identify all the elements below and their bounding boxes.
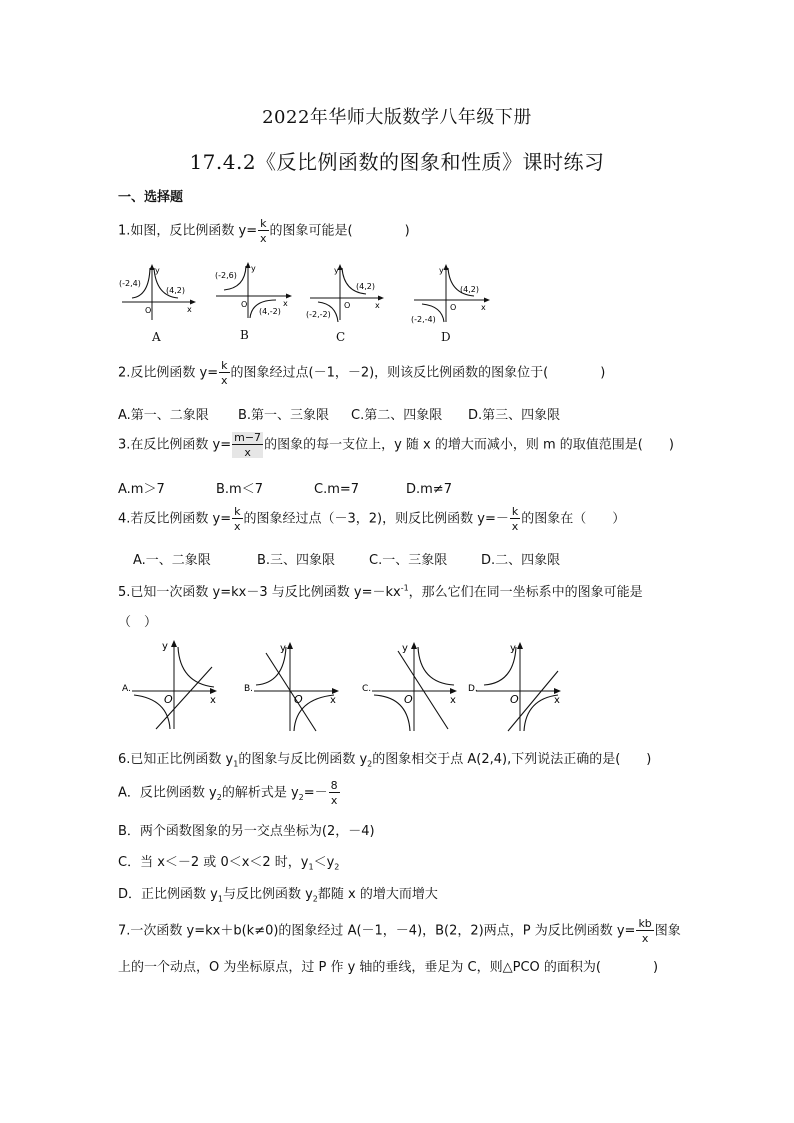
q3-option-c[interactable]: C.m=7 (314, 482, 360, 497)
svg-text:(4,2): (4,2) (460, 285, 479, 294)
q1-graph-a (118, 262, 198, 324)
fraction: $\frac{kb}{x}$ (638, 917, 652, 945)
q2-option-c[interactable]: C.第二、四象限 (351, 408, 443, 423)
svg-text:x: x (481, 303, 486, 312)
q2-option-b[interactable]: B.第一、三象限 (238, 408, 330, 423)
svg-text:x: x (187, 305, 192, 314)
svg-text:C.: C. (362, 684, 372, 694)
page-title: 2022年华师大版数学八年级下册 (262, 107, 532, 128)
svg-text:(-2,4): (-2,4) (119, 279, 141, 288)
svg-text:O: O (241, 300, 248, 309)
svg-text:(4,2): (4,2) (356, 282, 375, 291)
svg-text:x: x (450, 695, 456, 706)
question-4-options (133, 549, 560, 568)
lesson-subtitle: 17.4.2《反比例函数的图象和性质》课时练习 (189, 150, 605, 174)
svg-text:O: O (510, 693, 519, 706)
q5-graph-b (240, 639, 344, 735)
svg-text:O: O (145, 306, 152, 315)
svg-text:O: O (344, 301, 351, 310)
svg-text:O: O (450, 303, 457, 312)
svg-text:x: x (330, 695, 336, 706)
svg-text:B.: B. (244, 684, 254, 694)
svg-text:D.: D. (468, 684, 478, 694)
svg-text:(-2,6): (-2,6) (215, 271, 237, 280)
q4-option-b[interactable]: B.三、四象限 (257, 553, 336, 568)
question-1: 1.如图，反比例函数 y= $\frac{k}{x}$ 的图象可能是( ) (118, 217, 410, 245)
q4-option-d[interactable]: D.二、四象限 (481, 553, 561, 568)
q4-option-a[interactable]: A.一、二象限 (133, 553, 211, 568)
svg-text:x: x (283, 299, 288, 308)
svg-text:x: x (554, 695, 560, 706)
svg-text:O: O (294, 693, 303, 706)
svg-text:A.: A. (122, 684, 131, 694)
question-4: 4.若反比例函数 y= $\frac{k}{x}$ 的图象经过点（－3，2)，则反比例函数 y=－ $\frac{k}{x}$ 的图象在（ ） (118, 505, 626, 533)
question-6: 6.已知正比例函数 $y_1$的图象与反比例函数 $y_2$的图象相交于点 A(2,4),下列说法正确的是( ) (118, 752, 652, 769)
question-6-option-b[interactable]: B．两个函数图象的另一交点坐标为(2，－4) (118, 824, 375, 839)
question-3-options (118, 478, 452, 497)
question-2-options (118, 404, 560, 423)
svg-text:y: y (251, 264, 256, 273)
svg-text:y: y (439, 266, 444, 275)
question-5: 5.已知一次函数 y=kx－3 与反比例函数 $y=-kx^{-1}$，那么它们在同一坐标系中的图象可能是 (118, 583, 643, 600)
q1-graph-c (306, 262, 386, 324)
q3-option-a[interactable]: A.m＞7 (118, 482, 165, 497)
svg-text:x: x (375, 301, 380, 310)
q2-option-a[interactable]: A.第一、二象限 (118, 408, 209, 423)
q1-graph-b-label: B (240, 328, 249, 342)
fraction: $\frac{k}{x}$ (260, 217, 267, 245)
question-2: 2.反比例函数 y= $\frac{k}{x}$ 的图象经过点(－1，－2)，则该反比例函数的图象位于( ) (118, 359, 606, 387)
q5-graph-d (462, 639, 566, 735)
svg-text:y: y (155, 266, 160, 275)
q4-option-c[interactable]: C.一、三象限 (369, 553, 448, 568)
svg-text:(-2,-4): (-2,-4) (411, 315, 436, 324)
question-6-option-c[interactable]: C．当 x＜－2 或 0＜x＜2 时，$y_1<y_2$ (118, 855, 340, 872)
svg-text:y: y (280, 643, 286, 654)
q5-graph-a (118, 637, 222, 733)
q3-option-d[interactable]: D.m≠7 (406, 482, 452, 497)
q1-graph-a-label: A (152, 330, 161, 344)
q1-graph-d (410, 262, 492, 324)
question-7-line-2: 上的一个动点，O 为坐标原点，过 P 作 y 轴的垂线，垂足为 C，则△PCO 的面积为( ) (118, 960, 659, 975)
q5-graph-c (358, 639, 462, 735)
q2-option-d[interactable]: D.第三、四象限 (468, 408, 561, 423)
svg-text:y: y (402, 643, 408, 654)
svg-text:y: y (334, 266, 339, 275)
svg-text:(-2,-2): (-2,-2) (306, 310, 331, 319)
fraction: $\frac{8}{x}$ (330, 779, 338, 807)
fraction: $\frac{m-7}{x}$ (234, 431, 262, 459)
svg-text:(4,-2): (4,-2) (259, 307, 281, 316)
fraction: $\frac{k}{x}$ (221, 359, 228, 387)
fraction: $\frac{k}{x}$ (234, 505, 241, 533)
svg-text:O: O (404, 693, 413, 706)
question-6-option-a[interactable]: A．反比例函数 $y_2$的解析式是 $y_2=-$ $\frac{8}{x}$ (118, 779, 338, 807)
q1-graph-d-label: D (441, 330, 451, 344)
svg-text:y: y (162, 641, 168, 652)
question-6-option-d[interactable]: D．正比例函数 $y_1$与反比例函数 $y_2$都随 x 的增大而增大 (118, 887, 438, 904)
q1-graph-c-label: C (336, 330, 346, 344)
q3-option-b[interactable]: B.m＜7 (216, 482, 263, 497)
fraction: $\frac{k}{x}$ (511, 505, 519, 533)
svg-text:y: y (510, 643, 516, 654)
question-3: 3.在反比例函数 y= $\frac{m-7}{x}$ 的图象的每一支位上，y 随 x 的增大而减小，则 m 的取值范围是( ) (118, 431, 674, 459)
question-5-bracket: （ ） (118, 615, 158, 630)
svg-text:O: O (164, 693, 173, 706)
q1-graph-b (212, 260, 294, 322)
svg-text:x: x (210, 695, 216, 706)
svg-text:(4,2): (4,2) (166, 286, 185, 295)
question-7: 7.一次函数 y=kx＋b(k≠0)的图象经过 A(－1，－4)，B(2，2)两点，P 为反比例函数 y= $\frac{kb}{x}$ 图象 (118, 917, 681, 945)
section-heading: 一、选择题 (118, 190, 184, 205)
